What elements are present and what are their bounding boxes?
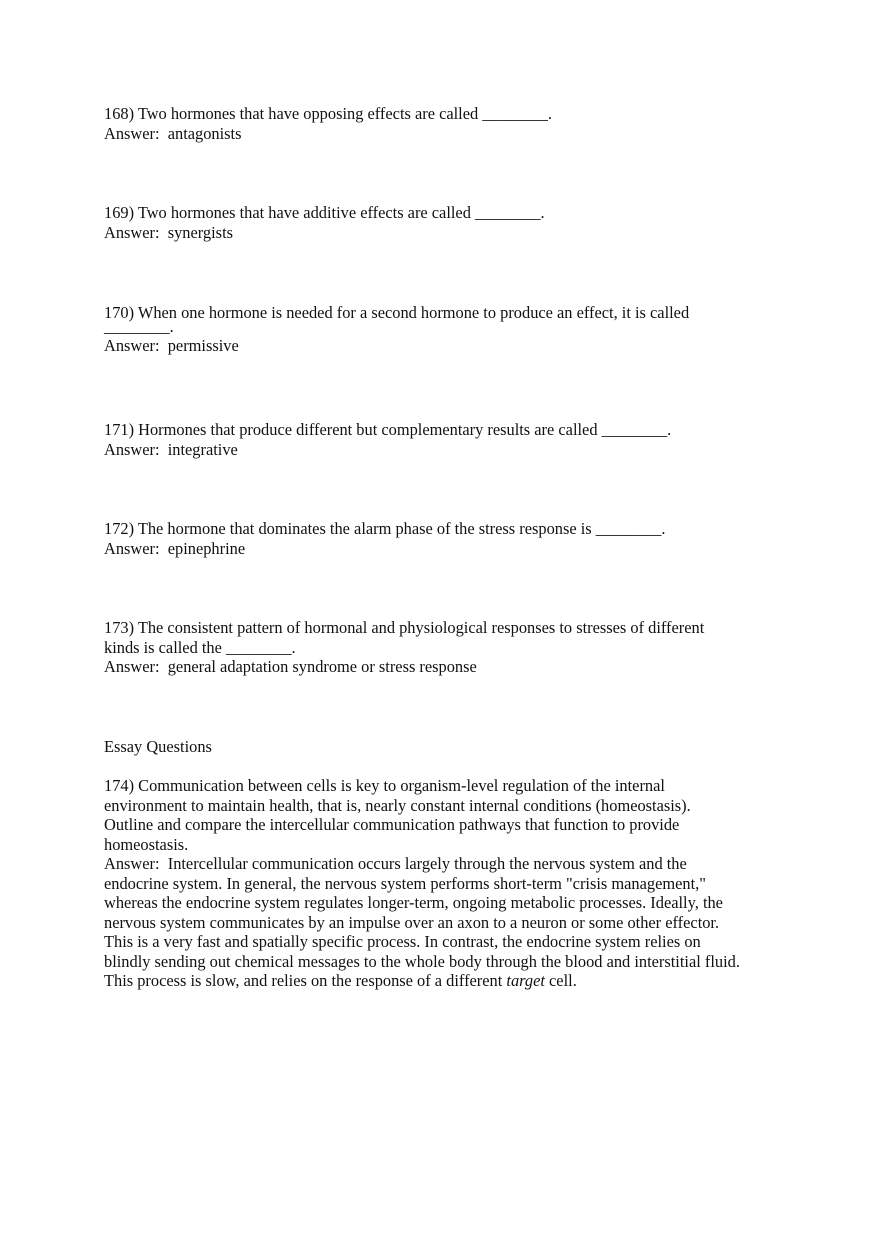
- question-text: 168) Two hormones that have opposing effects are called ________.: [104, 104, 552, 123]
- question-text: Outline and compare the intercellular communication pathways that function to provide: [104, 815, 680, 834]
- question-text: 171) Hormones that produce different but complementary results are called ________.: [104, 420, 672, 439]
- question-171: [104, 420, 794, 459]
- answer-text-before: This process is slow, and relies on the response of a different: [104, 971, 507, 990]
- question-text-continued: kinds is called the ________.: [104, 637, 296, 657]
- answer-text: This is a very fast and spatially specific process. In contrast, the endocrine system relies on: [104, 932, 701, 951]
- question-168: [104, 104, 794, 143]
- answer-text-after: cell.: [544, 971, 577, 990]
- answer-text-italic: target: [506, 971, 545, 990]
- question-text-continued: ________.: [104, 316, 174, 336]
- answer-text: blindly sending out chemical messages to the whole body through the blood and interstitial fluid.: [104, 951, 740, 971]
- answer-text: whereas the endocrine system regulates longer-term, ongoing metabolic processes. Ideally, the: [104, 893, 723, 912]
- question-172: [104, 519, 794, 558]
- answer-text: Answer: permissive: [104, 336, 239, 355]
- question-text: 173) The consistent pattern of hormonal and physiological responses to stresses of different: [104, 618, 705, 637]
- essay-section: [104, 737, 794, 757]
- question-169: [104, 203, 794, 242]
- answer-text: endocrine system. In general, the nervous system performs short-term "crisis management,": [104, 873, 706, 893]
- answer-text: Answer: Intercellular communication occurs largely through the nervous system and the: [104, 854, 687, 873]
- answer-text: Answer: integrative: [104, 439, 238, 459]
- question-text: 172) The hormone that dominates the alarm phase of the stress response is ________.: [104, 519, 666, 538]
- question-174: [104, 776, 804, 991]
- question-173: [104, 618, 794, 677]
- question-text: homeostasis.: [104, 834, 189, 854]
- question-text: environment to maintain health, that is, nearly constant internal conditions (homeostasis).: [104, 795, 691, 815]
- question-text: 174) Communication between cells is key to organism-level regulation of the internal: [104, 776, 665, 795]
- question-text: 169) Two hormones that have additive effects are called ________.: [104, 203, 545, 222]
- question-170: [104, 303, 794, 356]
- question-text: 170) When one hormone is needed for a second hormone to produce an effect, it is called: [104, 303, 690, 322]
- answer-text: Answer: synergists: [104, 222, 233, 242]
- answer-text: Answer: antagonists: [104, 123, 242, 143]
- answer-text-last: [104, 971, 804, 991]
- section-heading: Essay Questions: [104, 737, 212, 756]
- answer-text: Answer: epinephrine: [104, 538, 246, 558]
- answer-text: Answer: general adaptation syndrome or stress response: [104, 657, 477, 676]
- answer-text: nervous system communicates by an impulse over an axon to a neuron or some other effector.: [104, 912, 720, 932]
